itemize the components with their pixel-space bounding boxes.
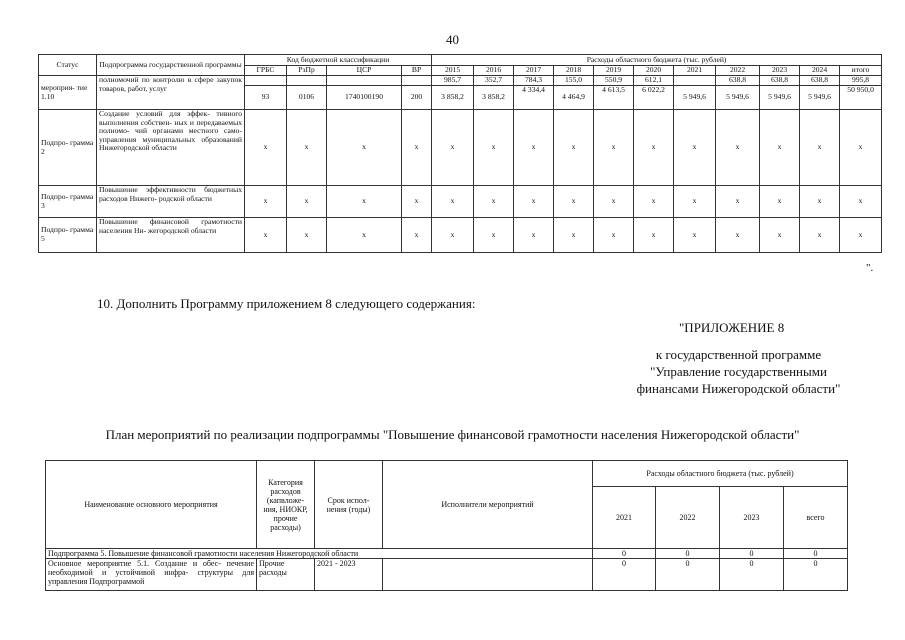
value-cell: 50 950,0 <box>840 86 882 110</box>
value-cell: 155,0 <box>554 76 594 86</box>
value-cell: 985,7 <box>432 76 474 86</box>
x-cell: x <box>432 218 474 253</box>
x-cell: x <box>327 218 402 253</box>
code-col-header: ВР <box>402 66 432 76</box>
value-cell: 0 <box>720 559 784 591</box>
value-cell: 4 464,9 <box>554 86 594 110</box>
subprogram-header: Подпрограмма государственной программы <box>97 55 245 76</box>
value-cell: 0 <box>593 559 656 591</box>
x-cell: x <box>287 186 327 218</box>
row-status: Подпро- грамма 3 <box>39 186 97 218</box>
x-cell: x <box>402 218 432 253</box>
value-cell: 638,8 <box>716 76 760 86</box>
table-row <box>39 76 882 86</box>
year-header: 2021 <box>674 66 716 76</box>
subprogram-row-label: Подпрограмма 5. Повышение финансовой грамотности населения Нижегородской области <box>46 549 593 559</box>
x-cell: x <box>554 218 594 253</box>
row-status: Подпро- грамма 2 <box>39 110 97 186</box>
code-cell: 1740100190 <box>327 86 402 110</box>
code-cell: 200 <box>402 86 432 110</box>
x-cell: x <box>514 110 554 186</box>
value-cell: 0 <box>656 549 720 559</box>
year-header: 2024 <box>800 66 840 76</box>
x-cell: x <box>474 186 514 218</box>
term-header: Срок испол- нения (годы) <box>315 461 383 549</box>
year-header: 2023 <box>720 487 784 549</box>
x-cell: x <box>800 186 840 218</box>
year-header: 2021 <box>593 487 656 549</box>
x-cell: x <box>514 186 554 218</box>
x-cell: x <box>402 110 432 186</box>
code-col-header: ГРБС <box>245 66 287 76</box>
value-cell <box>674 76 716 86</box>
main-event-term: 2021 - 2023 <box>315 559 383 591</box>
expenses-header: Расходы областного бюджета (тыс. рублей) <box>593 461 848 487</box>
plan-title: План мероприятий по реализации подпрограммы "Повышение финансовой грамотности населения Нижегородской области" <box>105 427 800 442</box>
x-cell: x <box>800 110 840 186</box>
year-header: 2019 <box>594 66 634 76</box>
year-header: 2018 <box>554 66 594 76</box>
closing-quote: ". <box>866 262 874 274</box>
x-cell: x <box>674 110 716 186</box>
code-col-header: ЦСР <box>327 66 402 76</box>
main-event-executors <box>383 559 593 591</box>
budget-code-header: Код бюджетной классификации <box>245 55 432 66</box>
x-cell: x <box>474 110 514 186</box>
value-cell: 5 949,6 <box>760 86 800 110</box>
expenses-header: Расходы областного бюджета (тыс. рублей) <box>432 55 882 66</box>
appendix-line: "Управление государственными <box>650 364 827 379</box>
x-cell: x <box>432 110 474 186</box>
executors-header: Исполнители мероприятий <box>383 461 593 549</box>
appendix-line: финансами Нижегородской области" <box>636 381 841 396</box>
table-row <box>39 110 882 186</box>
value-cell: 0 <box>784 559 848 591</box>
table-row <box>46 549 848 559</box>
status-header: Статус <box>39 55 97 76</box>
x-cell: x <box>514 218 554 253</box>
row-description: Повышение эффективности бюджетных расходов Нижего- родской области <box>97 186 245 218</box>
x-cell: x <box>245 110 287 186</box>
x-cell: x <box>840 186 882 218</box>
x-cell: x <box>245 186 287 218</box>
name-header: Наименование основного мероприятия <box>46 461 257 549</box>
row-status: Подпро- грамма 5 <box>39 218 97 253</box>
year-header: 2016 <box>474 66 514 76</box>
amendment-paragraph: 10. Дополнить Программу приложением 8 следующего содержания: <box>97 296 476 311</box>
value-cell: 0 <box>784 549 848 559</box>
value-cell: 352,7 <box>474 76 514 86</box>
x-cell: x <box>760 218 800 253</box>
appendix-title: "ПРИЛОЖЕНИЕ 8 <box>679 320 785 335</box>
value-cell: 5 949,6 <box>716 86 760 110</box>
value-cell: 0 <box>656 559 720 591</box>
value-cell: 6 022,2 <box>634 86 674 110</box>
x-cell: x <box>594 110 634 186</box>
x-cell: x <box>432 186 474 218</box>
value-cell: 638,8 <box>760 76 800 86</box>
year-header: итого <box>840 66 882 76</box>
x-cell: x <box>716 110 760 186</box>
x-cell: x <box>760 110 800 186</box>
value-cell: 3 858,2 <box>474 86 514 110</box>
value-cell: 0 <box>593 549 656 559</box>
value-cell: 638,8 <box>800 76 840 86</box>
budget-table <box>38 54 882 253</box>
x-cell: x <box>287 218 327 253</box>
row-description: Повышение финансовой грамотности населения Ни- жегородской области <box>97 218 245 253</box>
code-cell: 0106 <box>287 86 327 110</box>
value-cell: 3 858,2 <box>432 86 474 110</box>
table-row <box>39 186 882 218</box>
value-cell: 4 613,5 <box>594 86 634 110</box>
year-header: 2023 <box>760 66 800 76</box>
x-cell: x <box>327 110 402 186</box>
x-cell: x <box>716 218 760 253</box>
x-cell: x <box>245 218 287 253</box>
category-header: Категория расходов (капвложе- ния, НИОКР, прочие расходы) <box>257 461 315 549</box>
year-header: 2020 <box>634 66 674 76</box>
main-event-category: Прочие расходы <box>257 559 315 591</box>
page-number: 40 <box>446 32 459 47</box>
x-cell: x <box>674 186 716 218</box>
row-description: Создание условий для эффек- тивного выполнения собствен- ных и передаваемых полномо- чий органами местного само- управления муниципальных образований Нижегородской области <box>97 110 245 186</box>
x-cell: x <box>634 186 674 218</box>
x-cell: x <box>674 218 716 253</box>
value-cell: 5 949,6 <box>800 86 840 110</box>
appendix-line: к государственной программе <box>655 347 822 362</box>
year-header: 2017 <box>514 66 554 76</box>
x-cell: x <box>634 110 674 186</box>
x-cell: x <box>760 186 800 218</box>
x-cell: x <box>594 186 634 218</box>
x-cell: x <box>800 218 840 253</box>
value-cell: 612,1 <box>634 76 674 86</box>
code-cell: 93 <box>245 86 287 110</box>
x-cell: x <box>594 218 634 253</box>
x-cell: x <box>716 186 760 218</box>
value-cell: 5 949,6 <box>674 86 716 110</box>
appendix-subtitle <box>600 346 877 397</box>
year-header: 2022 <box>716 66 760 76</box>
year-header: всего <box>784 487 848 549</box>
year-header: 2015 <box>432 66 474 76</box>
x-cell: x <box>840 218 882 253</box>
year-header: 2022 <box>656 487 720 549</box>
x-cell: x <box>287 110 327 186</box>
row-status: мероприя- тие 1.10 <box>39 76 97 110</box>
value-cell: 0 <box>720 549 784 559</box>
row-description: полномочий по контролю в сфере закупок товаров, работ, услуг <box>97 76 245 110</box>
x-cell: x <box>554 186 594 218</box>
x-cell: x <box>634 218 674 253</box>
x-cell: x <box>402 186 432 218</box>
plan-table <box>45 460 848 591</box>
code-col-header: РзПр <box>287 66 327 76</box>
table-row <box>39 218 882 253</box>
x-cell: x <box>840 110 882 186</box>
x-cell: x <box>327 186 402 218</box>
x-cell: x <box>474 218 514 253</box>
value-cell: 995,8 <box>840 76 882 86</box>
value-cell: 4 334,4 <box>514 86 554 110</box>
table-row <box>46 559 848 591</box>
value-cell: 550,9 <box>594 76 634 86</box>
value-cell: 784,3 <box>514 76 554 86</box>
main-event-name: Основное мероприятие 5.1. Создание и обес- печение необходимой и устойчивой инфра- структуры для управления Подпрограммой <box>46 559 257 591</box>
x-cell: x <box>554 110 594 186</box>
